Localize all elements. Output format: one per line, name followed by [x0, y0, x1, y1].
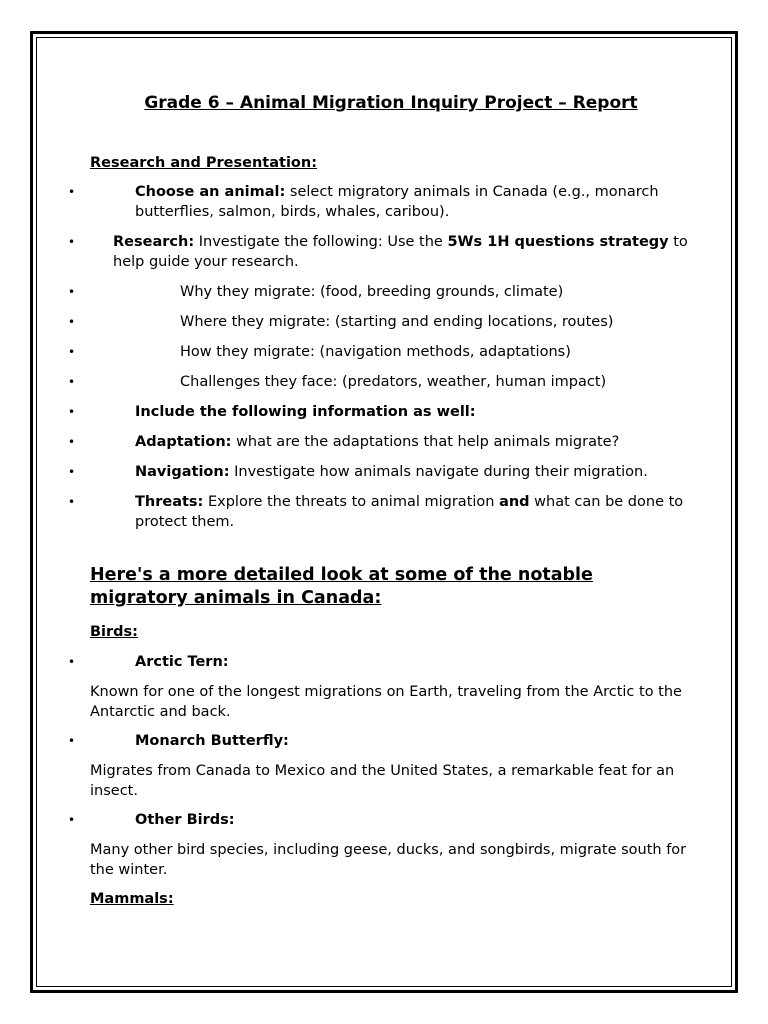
- monarch-label: Monarch Butterfly:: [135, 733, 289, 749]
- document-body: [90, 92, 690, 919]
- research-text-1: Investigate the following: Use the: [194, 234, 448, 250]
- list-item-research: [90, 232, 690, 272]
- detail-heading: Here's a more detailed look at some of the notable migratory animals in Canada:: [90, 565, 593, 608]
- info-list: [90, 402, 690, 532]
- birds-heading: Birds:: [90, 624, 138, 640]
- threats-text-2: what can be done to protect them.: [135, 494, 684, 530]
- list-item-navigation: [90, 462, 690, 482]
- choose-text: select migratory animals in Canada (e.g., monarch butterflies, salmon, birds, whales, caribou).: [135, 184, 659, 220]
- list-item-other-birds: [90, 810, 690, 830]
- arctic-tern-desc: Known for one of the longest migrations on Earth, traveling from the Arctic to the Antarctic and back.: [90, 684, 682, 720]
- list-item-choose: [90, 182, 690, 222]
- monarch-desc: Migrates from Canada to Mexico and the United States, a remarkable feat for an insect.: [90, 763, 675, 799]
- adaptation-text: what are the adaptations that help animals migrate?: [231, 434, 620, 450]
- sub-item-why: • Why they migrate: (food, breeding grounds, climate): [90, 282, 690, 302]
- list-item-arctic-tern: [90, 652, 690, 672]
- list-item-threats: [90, 492, 690, 532]
- include-label: Include the following information as well:: [135, 404, 476, 420]
- sub-item-where: • Where they migrate: (starting and ending locations, routes): [90, 312, 690, 332]
- research-emph: 5Ws 1H questions strategy: [447, 234, 669, 250]
- list-item-include: [90, 402, 690, 422]
- threats-label: Threats:: [135, 494, 204, 510]
- choose-label: Choose an animal:: [135, 184, 286, 200]
- other-birds-desc: Many other bird species, including geese, ducks, and songbirds, migrate south for the winter.: [90, 842, 687, 878]
- navigation-text: Investigate how animals navigate during their migration.: [229, 464, 648, 480]
- list-item-monarch: [90, 731, 690, 751]
- navigation-label: Navigation:: [135, 464, 230, 480]
- arctic-tern-label: Arctic Tern:: [135, 654, 229, 670]
- other-birds-label: Other Birds:: [135, 812, 235, 828]
- research-list: [90, 182, 690, 222]
- mammals-heading: Mammals:: [90, 891, 174, 907]
- sub-item-how: • How they migrate: (navigation methods, adaptations): [90, 342, 690, 362]
- adaptation-label: Adaptation:: [135, 434, 232, 450]
- research-sub-list: [90, 282, 690, 392]
- sub-item-challenges: • Challenges they face: (predators, weather, human impact): [90, 372, 690, 392]
- threats-text-1: Explore the threats to animal migration: [203, 494, 500, 510]
- research-heading: Research and Presentation:: [90, 155, 318, 171]
- research-text-2: to help guide your research.: [113, 234, 688, 270]
- threats-emph: and: [499, 494, 530, 510]
- list-item-adaptation: [90, 432, 690, 452]
- document-title: Grade 6 – Animal Migration Inquiry Project – Report: [144, 93, 638, 113]
- research-label: Research:: [113, 234, 195, 250]
